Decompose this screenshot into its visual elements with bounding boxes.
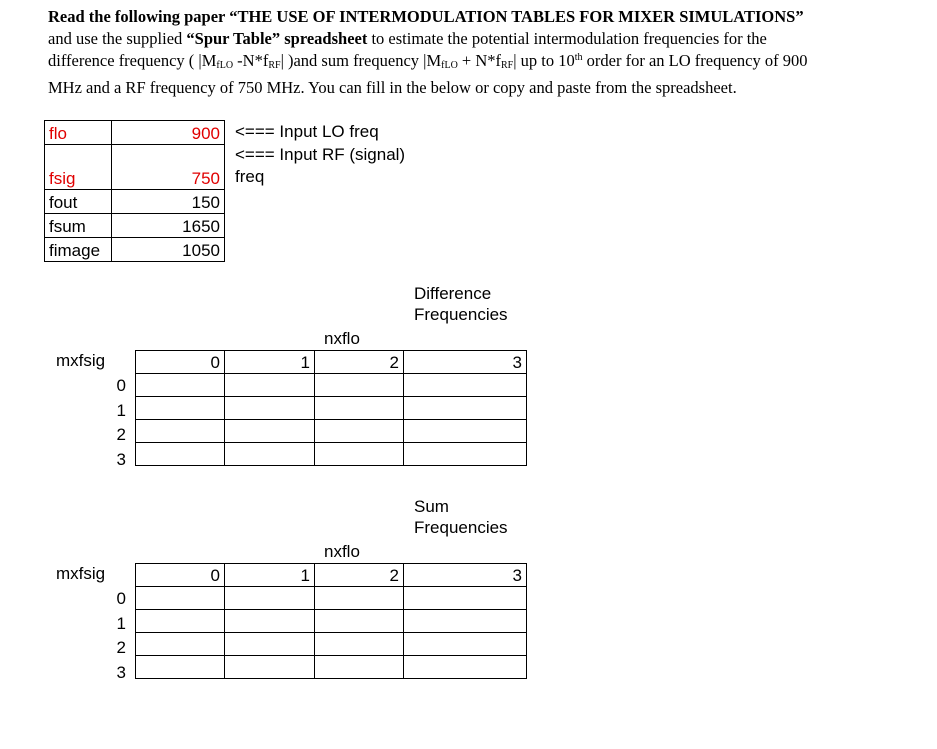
- row-header: 0: [116, 589, 126, 608]
- text: fLO: [441, 60, 458, 71]
- flo-label: flo: [45, 121, 112, 145]
- col-axis-label: nxflo: [324, 542, 360, 561]
- col-header: 2: [315, 564, 404, 587]
- table-cell[interactable]: [404, 587, 527, 610]
- table-cell[interactable]: [404, 610, 527, 633]
- col-header: 0: [136, 564, 225, 587]
- text: | up to 10: [513, 51, 575, 70]
- table-cell[interactable]: [404, 443, 527, 466]
- row-header: 1: [116, 613, 126, 633]
- text: and use the supplied: [48, 29, 187, 48]
- table-cell[interactable]: [225, 633, 315, 656]
- flo-input[interactable]: 900: [112, 121, 225, 145]
- table-cell[interactable]: [315, 443, 404, 466]
- text: RF: [501, 60, 514, 71]
- table-cell[interactable]: [404, 633, 527, 656]
- row-axis-label: mxfsig: [56, 351, 106, 370]
- text: order for an LO frequency of 900: [582, 51, 808, 70]
- fout-label: fout: [45, 190, 112, 214]
- table-cell[interactable]: [404, 656, 527, 679]
- lo-note: <=== Input LO freq: [235, 122, 379, 141]
- table-cell[interactable]: [136, 443, 225, 466]
- table-title: Frequencies: [414, 305, 508, 324]
- row-header: 1: [116, 400, 126, 420]
- sum-frequency-table: [135, 563, 527, 679]
- rf-note: <=== Input RF (signal): [235, 145, 406, 164]
- row-header: 3: [116, 450, 126, 470]
- fsig-input[interactable]: 750: [112, 145, 225, 190]
- table-cell[interactable]: [136, 397, 225, 420]
- text: difference frequency ( |M: [48, 51, 217, 70]
- table-cell[interactable]: [225, 443, 315, 466]
- table-cell[interactable]: [225, 610, 315, 633]
- difference-frequency-table: [135, 350, 527, 466]
- table-cell[interactable]: [315, 397, 404, 420]
- col-axis-label: nxflo: [324, 329, 360, 348]
- text: to estimate the potential intermodulation frequencies for the: [367, 29, 767, 48]
- instructions-line-1: Read the following paper “THE USE OF INTERMODULATION TABLES FOR MIXER SIMULATIONS”: [48, 7, 804, 26]
- col-header: 0: [136, 351, 225, 374]
- table-cell[interactable]: [225, 374, 315, 397]
- table-cell[interactable]: [404, 420, 527, 443]
- table-cell[interactable]: [225, 587, 315, 610]
- table-cell[interactable]: [136, 633, 225, 656]
- text: fLO: [216, 60, 234, 71]
- fimage-value: 1050: [112, 238, 225, 262]
- table-cell[interactable]: [225, 420, 315, 443]
- col-header: 1: [225, 351, 315, 374]
- text: + N*f: [457, 51, 502, 70]
- row-header: 0: [116, 376, 126, 395]
- table-cell[interactable]: [315, 656, 404, 679]
- table-cell[interactable]: [315, 610, 404, 633]
- fsum-label: fsum: [45, 214, 112, 238]
- col-header: 3: [404, 564, 527, 587]
- spur-table-ref: “Spur Table” spreadsheet: [186, 29, 368, 48]
- table-title: Difference: [414, 284, 492, 303]
- fsig-label: fsig: [45, 145, 112, 190]
- table-cell[interactable]: [404, 397, 527, 420]
- table-cell[interactable]: [136, 656, 225, 679]
- table-title: Sum: [414, 497, 449, 516]
- text: | )and sum frequency |M: [280, 51, 442, 70]
- table-cell[interactable]: [315, 420, 404, 443]
- col-header: 1: [225, 564, 315, 587]
- fsum-value: 1650: [112, 214, 225, 238]
- table-cell[interactable]: [136, 420, 225, 443]
- table-cell[interactable]: [404, 374, 527, 397]
- table-cell[interactable]: [315, 374, 404, 397]
- fimage-label: fimage: [45, 238, 112, 262]
- table-cell[interactable]: [225, 397, 315, 420]
- input-table: [44, 120, 225, 262]
- col-header: 3: [404, 351, 527, 374]
- table-cell[interactable]: [136, 374, 225, 397]
- table-title: Frequencies: [414, 518, 508, 537]
- text: th: [574, 52, 583, 63]
- table-cell[interactable]: [136, 610, 225, 633]
- table-cell[interactable]: [225, 656, 315, 679]
- instructions: [48, 6, 928, 99]
- instructions-line-4: MHz and a RF frequency of 750 MHz. You can fill in the below or copy and paste from the spreadsheet.: [48, 78, 737, 97]
- fout-value: 150: [112, 190, 225, 214]
- text: -N*f: [233, 51, 269, 70]
- col-header: 2: [315, 351, 404, 374]
- table-cell[interactable]: [315, 587, 404, 610]
- text: RF: [268, 60, 281, 71]
- rf-note-cont: freq: [235, 167, 265, 186]
- row-header: 2: [116, 638, 126, 658]
- table-cell[interactable]: [315, 633, 404, 656]
- row-header: 3: [116, 663, 126, 683]
- table-cell[interactable]: [136, 587, 225, 610]
- row-axis-label: mxfsig: [56, 564, 106, 583]
- row-header: 2: [116, 425, 126, 445]
